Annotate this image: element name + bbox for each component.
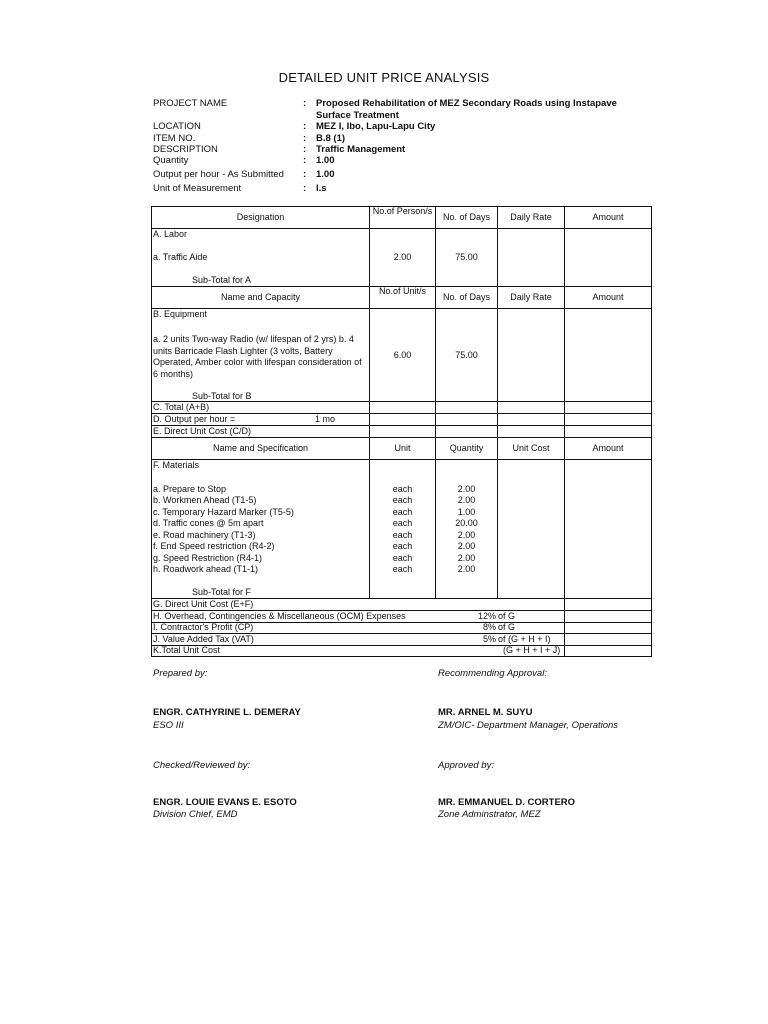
colon: : — [303, 155, 307, 166]
material-qty: 1.00 — [457, 506, 476, 517]
colon: : — [303, 98, 307, 109]
project-name-value: Proposed Rehabilitation of MEZ Secondary Roads using Instapave Surface Treatment — [316, 98, 617, 121]
location-label: LOCATION — [153, 121, 201, 132]
labor-section-title: A. Labor — [153, 229, 188, 239]
labor-persons: 2.00 — [393, 252, 412, 262]
row-line — [151, 437, 652, 438]
col-header-days: No. of Days — [442, 292, 491, 302]
col-line — [369, 401, 370, 437]
material-name: h. Roadwork ahead (T1-1) — [153, 564, 259, 574]
material-name: c. Temporary Hazard Marker (T5-5) — [153, 506, 294, 517]
checker-title: Division Chief, EMD — [153, 809, 238, 820]
total-c-row: C. Total (A+B) — [153, 402, 210, 412]
j-row: J. Value Added Tax (VAT) — [153, 634, 254, 644]
equipment-subtotal: Sub-Total for B — [192, 391, 252, 401]
material-unit: each — [392, 483, 413, 494]
equipment-description: a. 2 units Two-way Radio (w/ lifespan of 2 yrs) b. 4 units Barricade Flash Lighter (3 volts, Battery Operated, Amber color with lifespan consideration of 6 months) — [153, 334, 362, 379]
col-header-unit-cost: Unit Cost — [512, 443, 550, 453]
col-header-persons: No.of Person/s — [372, 206, 433, 216]
equipment-units: 6.00 — [393, 350, 412, 360]
g-row: G. Direct Unit Cost (E+F) — [153, 599, 254, 609]
material-unit: each — [392, 541, 413, 551]
material-unit: each — [392, 552, 413, 563]
labor-subtotal: Sub-Total for A — [192, 275, 252, 285]
item-no-value: B.8 (1) — [316, 133, 346, 144]
col-header-name-spec: Name and Specification — [212, 443, 309, 453]
col-header-units: No.of Unit/s — [378, 286, 427, 296]
item-no-label: ITEM NO. — [153, 133, 196, 144]
row-line — [151, 459, 652, 460]
unit-value: l.s — [316, 183, 327, 194]
col-header-amount: Amount — [592, 292, 624, 302]
approved-by-label: Approved by: — [438, 760, 494, 771]
i-row: I. Contractor's Profit (CP) — [153, 622, 254, 632]
material-unit: each — [392, 495, 413, 505]
col-header-designation: Designation — [236, 212, 285, 222]
project-name-label: PROJECT NAME — [153, 98, 228, 109]
k-row: K.Total Unit Cost — [153, 645, 221, 655]
material-qty: 2.00 — [457, 541, 476, 551]
colon: : — [303, 183, 307, 194]
col-line — [369, 206, 370, 401]
material-name: a. Prepare to Stop — [153, 483, 227, 494]
col-line — [497, 206, 498, 401]
material-qty: 2.00 — [457, 495, 476, 505]
unit-label: Unit of Measurement — [153, 183, 242, 194]
labor-days: 75.00 — [455, 252, 478, 262]
col-line — [497, 401, 498, 437]
output-label: Output per hour - As Submitted — [153, 169, 284, 180]
material-name: b. Workmen Ahead (T1-5) — [153, 495, 257, 505]
col-header-rate: Daily Rate — [510, 212, 552, 222]
materials-section-title: F. Materials — [153, 460, 200, 470]
material-name: f. End Speed restriction (R4-2) — [153, 541, 275, 551]
direct-e-row: E. Direct Unit Cost (C/D) — [153, 426, 252, 436]
col-line — [564, 206, 565, 401]
description-value: Traffic Management — [316, 144, 406, 155]
output-d-value: 1 mo — [315, 414, 336, 424]
material-name: g. Speed Restriction (R4-1) — [153, 552, 263, 563]
description-label: DESCRIPTION — [153, 144, 218, 155]
i-percent: 8% — [482, 622, 496, 632]
preparer-name: ENGR. CATHYRINE L. DEMERAY — [153, 707, 301, 718]
colon: : — [303, 121, 307, 132]
recommending-approval-label: Recommending Approval: — [438, 668, 547, 679]
recommender-title: ZM/OIC- Department Manager, Operations — [438, 720, 619, 731]
j-basis: of (G + H + I) — [498, 634, 551, 644]
approver-name: MR. EMMANUEL D. CORTERO — [438, 797, 576, 808]
row-line — [151, 308, 652, 309]
col-line — [435, 401, 436, 437]
material-qty: 2.00 — [457, 483, 476, 494]
colon: : — [303, 144, 307, 155]
colon: : — [303, 133, 307, 144]
col-line — [497, 437, 498, 598]
material-name: e. Road machinery (T1-3) — [153, 529, 256, 540]
col-line — [435, 206, 436, 401]
checker-name: ENGR. LOUIE EVANS E. ESOTO — [153, 797, 297, 808]
col-header-name-capacity: Name and Capacity — [220, 292, 301, 302]
row-line — [151, 228, 652, 229]
equipment-days: 75.00 — [455, 350, 478, 360]
material-unit: each — [392, 506, 413, 517]
row-line — [151, 645, 652, 646]
material-qty: 2.00 — [457, 564, 476, 574]
col-header-amount: Amount — [592, 443, 624, 453]
output-d-row: D. Output per hour = — [153, 414, 236, 424]
quantity-value: 1.00 — [316, 155, 335, 166]
i-basis: of G — [498, 622, 516, 632]
approver-title: Zone Adminstrator, MEZ — [438, 809, 541, 820]
col-header-quantity: Quantity — [449, 443, 484, 453]
colon: : — [303, 169, 307, 180]
col-header-rate: Daily Rate — [510, 292, 552, 302]
col-header-days: No. of Days — [442, 212, 491, 222]
preparer-title: ESO III — [153, 720, 184, 731]
col-line — [564, 437, 565, 657]
h-basis: of G — [498, 611, 516, 621]
col-line — [564, 401, 565, 437]
document-title: DETAILED UNIT PRICE ANALYSIS — [278, 70, 490, 85]
material-unit: each — [392, 518, 413, 528]
material-name: d. Traffic cones @ 5m apart — [153, 518, 264, 528]
location-value: MEZ I, Ibo, Lapu-Lapu City — [316, 121, 436, 132]
material-qty: 20.00 — [455, 518, 478, 528]
equipment-section-title: B. Equipment — [153, 309, 208, 319]
col-header-amount: Amount — [592, 212, 624, 222]
output-value: 1.00 — [316, 169, 335, 180]
k-basis: (G + H + I + J) — [503, 645, 561, 655]
material-unit: each — [392, 564, 413, 574]
material-qty: 2.00 — [457, 529, 476, 540]
recommender-name: MR. ARNEL M. SUYU — [438, 707, 533, 718]
quantity-label: Quantity — [153, 155, 189, 166]
h-row: H. Overhead, Contingencies & Miscellaneous (OCM) Expenses — [153, 611, 406, 621]
h-percent: 12% — [477, 611, 496, 621]
material-unit: each — [392, 529, 413, 540]
checked-by-label: Checked/Reviewed by: — [153, 760, 251, 771]
material-qty: 2.00 — [457, 552, 476, 563]
prepared-by-label: Prepared by: — [153, 668, 208, 679]
col-header-unit: Unit — [394, 443, 411, 453]
labor-item: a. Traffic Aide — [153, 252, 208, 262]
materials-subtotal: Sub-Total for F — [192, 587, 252, 597]
j-percent: 5% — [482, 634, 496, 644]
